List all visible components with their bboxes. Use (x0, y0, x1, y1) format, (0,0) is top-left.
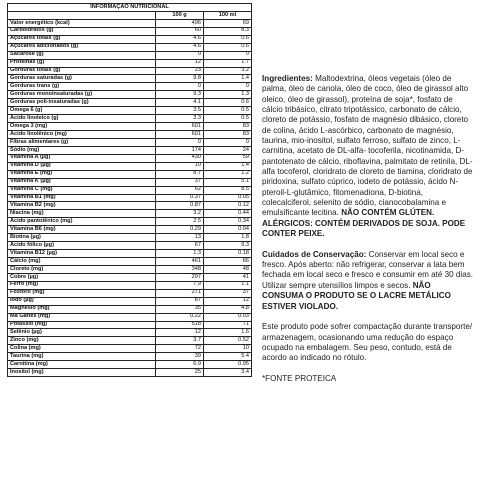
value-100ml: 0.6 (204, 35, 252, 43)
value-100g: 0.29 (156, 226, 204, 234)
table-row (8, 51, 252, 59)
table-row (8, 146, 252, 154)
table-row (8, 99, 252, 107)
value-100g: 348 (156, 265, 204, 273)
value-100ml: 69 (204, 19, 252, 27)
table-row (8, 75, 252, 83)
value-100g: 0.87 (156, 202, 204, 210)
nutrient-label: Sódio (mg) (8, 146, 156, 154)
value-100g: 601 (156, 123, 204, 131)
nutrient-label: Taurina (mg) (8, 353, 156, 361)
nutrient-label: Selênio (µg) (8, 329, 156, 337)
table-body (8, 19, 252, 376)
table-row (8, 202, 252, 210)
table-row (8, 218, 252, 226)
value-100g: 25 (156, 369, 204, 377)
nutrient-label: Gorduras monoinsaturadas (g) (8, 91, 156, 99)
nutrient-label: Vitamina C (mg) (8, 186, 156, 194)
table-row (8, 19, 252, 27)
value-100ml: 83 (204, 131, 252, 139)
value-100ml: 0.05 (204, 194, 252, 202)
table-row (8, 210, 252, 218)
value-100g: 8.7 (156, 170, 204, 178)
value-100ml: 1.2 (204, 170, 252, 178)
nutrient-label: Fósforo (mg) (8, 289, 156, 297)
value-100ml: 4.8 (204, 305, 252, 313)
value-100ml: 1.1 (204, 281, 252, 289)
table-row (8, 226, 252, 234)
value-100g: 12 (156, 59, 204, 67)
value-100g: 518 (156, 321, 204, 329)
table-row (8, 313, 252, 321)
value-100g: 60 (156, 27, 204, 35)
value-100ml: 83 (204, 123, 252, 131)
value-100g: 12 (156, 329, 204, 337)
nutrient-label: Ácido linolênico (mg) (8, 131, 156, 139)
value-100ml: 0.34 (204, 218, 252, 226)
nutrient-label: Ômega 3 (mg) (8, 123, 156, 131)
table-row (8, 27, 252, 35)
value-100g: 9.8 (156, 75, 204, 83)
compaction-note: Este produto pode sofrer compactação durante transporte/ armazenagem, ocasionando uma redução do espaço ocupado na embalagem. Seu peso, contudo, está de acordo ao indicado no rótulo. (262, 322, 473, 363)
table-title: INFORMAÇÃO NUTRICIONAL (8, 4, 252, 12)
value-100g: 4.6 (156, 43, 204, 51)
seal-warning: NÃO CONSUMA O PRODUTO SE O LACRE METÁLICO ESTIVER VIOLADO. (262, 280, 451, 311)
conservation-text: Conservar em local seco e fresco. Após aberto: não refrigerar, conservar a lata bem fechada em local seco e fresco e consumir em até 30 dias. Utilizar sempre utensílios limpos e secos. (262, 249, 473, 290)
table-row (8, 353, 252, 361)
nutrient-label: Gorduras poli-insaturadas (g) (8, 99, 156, 107)
value-100g: 72 (156, 345, 204, 353)
value-100g: 4.1 (156, 99, 204, 107)
value-100ml: 5.1 (204, 178, 252, 186)
value-100ml: 0.5 (204, 115, 252, 123)
value-100g: 601 (156, 131, 204, 139)
table-header-row (8, 11, 252, 19)
conservation-paragraph (262, 250, 474, 312)
nutrient-label: Potássio (mg) (8, 321, 156, 329)
table-row (8, 258, 252, 266)
nutrient-label: Inositol (mg) (8, 369, 156, 377)
value-100ml: 5.4 (204, 353, 252, 361)
nutrient-label: Biotina (µg) (8, 234, 156, 242)
value-100ml: 0 (204, 51, 252, 59)
value-100ml: 0 (204, 138, 252, 146)
table-row (8, 273, 252, 281)
value-100ml: 10 (204, 345, 252, 353)
value-100g: 37 (156, 178, 204, 186)
value-100g: 39 (156, 353, 204, 361)
table-row (8, 250, 252, 258)
nutrient-label: Magnésio (mg) (8, 305, 156, 313)
table-row (8, 131, 252, 139)
value-100g: 1.3 (156, 250, 204, 258)
table-row (8, 115, 252, 123)
value-100ml: 0.6 (204, 99, 252, 107)
table-row (8, 59, 252, 67)
table-row (8, 43, 252, 51)
nutrient-label: Gorduras trans (g) (8, 83, 156, 91)
value-100g: 174 (156, 146, 204, 154)
value-100ml: 0.44 (204, 210, 252, 218)
value-100ml: 1.8 (204, 234, 252, 242)
table-row (8, 234, 252, 242)
table-row (8, 186, 252, 194)
value-100g: 4.6 (156, 35, 204, 43)
value-100g: 0 (156, 138, 204, 146)
nutrient-label: Ômega 6 (g) (8, 107, 156, 115)
value-100g: 2.5 (156, 218, 204, 226)
nutrient-label: Carnitina (mg) (8, 361, 156, 369)
value-100ml: 66 (204, 258, 252, 266)
value-100ml: 1.6 (204, 329, 252, 337)
ingredients-label: Ingredientes: (262, 74, 313, 83)
nutrient-label: Vitamina K (µg) (8, 178, 156, 186)
table-row (8, 138, 252, 146)
value-100ml: 1.3 (204, 91, 252, 99)
nutrient-label: Vitamina D (µg) (8, 162, 156, 170)
conservation-label: Cuidados de Conservação: (262, 249, 367, 259)
value-100g: 23 (156, 67, 204, 75)
table-row (8, 107, 252, 115)
table-row (8, 170, 252, 178)
table-row (8, 265, 252, 273)
table-row (8, 321, 252, 329)
table-row (8, 337, 252, 345)
value-100ml: 37 (204, 289, 252, 297)
nutrient-label: Açúcares adicionados (g) (8, 43, 156, 51)
ingredients-paragraph (262, 74, 474, 240)
value-100g: 496 (156, 19, 204, 27)
table-row (8, 91, 252, 99)
table-row (8, 35, 252, 43)
nutrient-label: Vitamina E (mg) (8, 170, 156, 178)
nutrient-label: Cálcio (mg) (8, 258, 156, 266)
header-blank (8, 11, 156, 19)
value-100ml: 0.18 (204, 250, 252, 258)
header-100g: 100 g (156, 11, 204, 19)
value-100g: 6.9 (156, 361, 204, 369)
value-100ml: 0.12 (204, 202, 252, 210)
value-100g: 297 (156, 273, 204, 281)
value-100ml: 0.03 (204, 313, 252, 321)
value-100ml: 0.52 (204, 337, 252, 345)
nutrient-label: Zinco (mg) (8, 337, 156, 345)
value-100ml: 1.4 (204, 75, 252, 83)
value-100g: 87 (156, 297, 204, 305)
value-100ml: 71 (204, 321, 252, 329)
table-row (8, 345, 252, 353)
value-100ml: 9.3 (204, 242, 252, 250)
value-100g: 430 (156, 154, 204, 162)
value-100g: 0.22 (156, 313, 204, 321)
table-row (8, 178, 252, 186)
nutrient-label: Cobre (µg) (8, 273, 156, 281)
value-100ml: 24 (204, 146, 252, 154)
nutrient-label: Vitamina B12 (µg) (8, 250, 156, 258)
value-100g: 13 (156, 234, 204, 242)
value-100ml: 1.7 (204, 59, 252, 67)
nutrient-label: Valor energético (kcal) (8, 19, 156, 27)
value-100g: 3.3 (156, 115, 204, 123)
nutrient-label: Carboidratos (g) (8, 27, 156, 35)
value-100g: 7.9 (156, 281, 204, 289)
value-100g: 62 (156, 186, 204, 194)
nutrient-label: Ácido linoleico (g) (8, 115, 156, 123)
value-100g: 3.5 (156, 107, 204, 115)
value-100ml: 0.6 (204, 43, 252, 51)
value-100ml: 8.5 (204, 186, 252, 194)
table-row (8, 194, 252, 202)
table-row (8, 297, 252, 305)
table-row (8, 289, 252, 297)
nutrient-label: Ferro (mg) (8, 281, 156, 289)
value-100ml: 0.04 (204, 226, 252, 234)
value-100ml: 3.2 (204, 67, 252, 75)
allergen-warning: NÃO CONTÉM GLÚTEN. ALÉRGICOS: CONTÉM DERIVADOS DE SOJA. PODE CONTER PEIXE. (262, 208, 466, 239)
nutrition-facts-table (7, 3, 252, 377)
value-100ml: 0 (204, 83, 252, 91)
nutrient-label: Vitamina B1 (mg) (8, 194, 156, 202)
value-100g: 0 (156, 83, 204, 91)
value-100ml: 12 (204, 297, 252, 305)
value-100ml: 0.95 (204, 361, 252, 369)
table-row (8, 83, 252, 91)
nutrient-label: Fibras alimentares (g) (8, 138, 156, 146)
table-row (8, 369, 252, 377)
nutrient-label: Açúcares totais (g) (8, 35, 156, 43)
value-100ml: 1.4 (204, 162, 252, 170)
ingredients-text: Maltodextrina, óleos vegetais (óleo de palma, óleo de canola, óleo de coco, óleo de girassol alto oleico, óleo de girassol), proteína de soja*, fosfato de cálcio tribásico, citrato tripotássico, carbonato de cálcio, cloreto de potássio, fosfato de magnésio dibásico, cloreto de colina, ácido L-ascórbico, carbonato de magnésio, taurina, mio-inositol, sulfato ferroso, sulfato de zinco, L-carnitina, acetato de DL-alfa- tocoferila, nicotinamida, D-pantotenato de cálcio, riboflavina, palmitato de retinila, DL-alfa tocoferol, cloridrato de cloreto de tiamina, cloridrato de piridoxina, sulfato cúprico, iodeto de potássio, ácido N-pteroil-L-glutâmico, fitomenadiona, D-biotina, colecalciferol, selenito de sódio, cianocobalamina e emulsificante lecitina. (262, 74, 473, 218)
value-100ml: 0.5 (204, 107, 252, 115)
nutrient-label: Cloreto (mg) (8, 265, 156, 273)
nutrient-label: Gorduras saturadas (g) (8, 75, 156, 83)
value-100g: 10 (156, 162, 204, 170)
value-100ml: 48 (204, 265, 252, 273)
value-100ml: 41 (204, 273, 252, 281)
protein-footnote: *FONTE PROTEICA (262, 373, 337, 383)
table-row (8, 162, 252, 170)
value-100ml: 59 (204, 154, 252, 162)
value-100g: 3.7 (156, 337, 204, 345)
nutrient-label: Proteínas (g) (8, 59, 156, 67)
value-100g: 35 (156, 305, 204, 313)
nutrient-label: Sacarose (g) (8, 51, 156, 59)
nutrient-label: Gorduras totais (g) (8, 67, 156, 75)
table-row (8, 154, 252, 162)
table-row (8, 67, 252, 75)
value-100ml: 3.4 (204, 369, 252, 377)
table-row (8, 329, 252, 337)
value-100g: 3.2 (156, 210, 204, 218)
nutrient-label: Colina (mg) (8, 345, 156, 353)
nutrient-label: Iodo (µg) (8, 297, 156, 305)
value-100ml: 8.3 (204, 27, 252, 35)
value-100g: 9.3 (156, 91, 204, 99)
nutrient-label: Vitamina B6 (mg) (8, 226, 156, 234)
nutrient-label: Ácido pantotênico (mg) (8, 218, 156, 226)
value-100g: 0 (156, 51, 204, 59)
table-row (8, 281, 252, 289)
label-text-panel (262, 74, 474, 394)
value-100g: 0.37 (156, 194, 204, 202)
table-row (8, 123, 252, 131)
value-100g: 271 (156, 289, 204, 297)
nutrient-label: Niacina (mg) (8, 210, 156, 218)
nutrient-label: Vitamina A (µg) (8, 154, 156, 162)
nutrient-label: Vitamina B2 (mg) (8, 202, 156, 210)
header-100ml: 100 ml (204, 11, 252, 19)
table-row (8, 361, 252, 369)
table-row (8, 242, 252, 250)
nutrient-label: Ma Ganês (mg) (8, 313, 156, 321)
nutrient-label: Ácido fólico (µg) (8, 242, 156, 250)
table-row (8, 305, 252, 313)
value-100g: 67 (156, 242, 204, 250)
value-100g: 461 (156, 258, 204, 266)
table-title-row (8, 4, 252, 12)
